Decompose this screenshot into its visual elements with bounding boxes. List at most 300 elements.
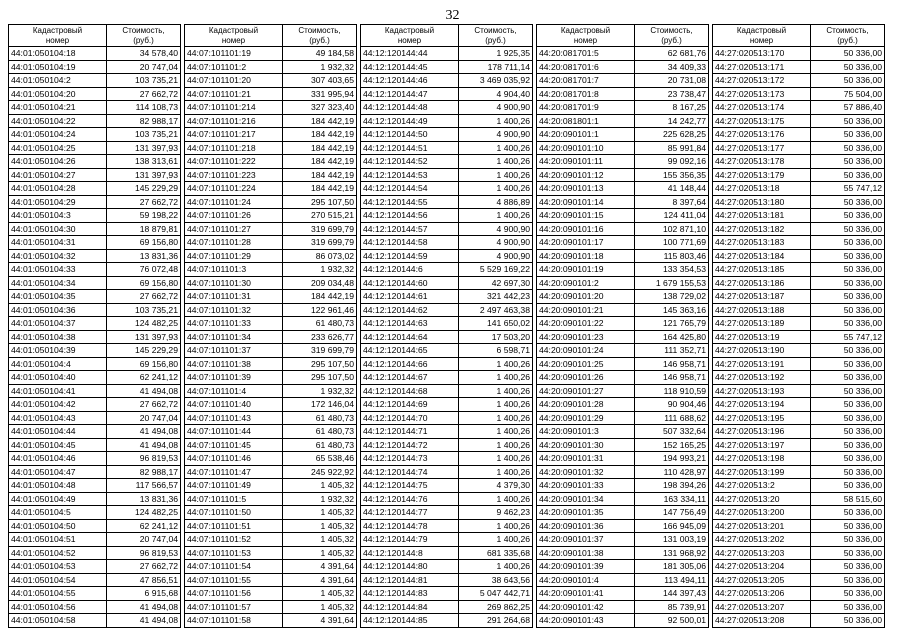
table-row: [537, 60, 709, 74]
cost-cell: 198 394,26: [635, 479, 709, 493]
table-row: [713, 492, 885, 506]
cost-cell: 1 400,26: [459, 398, 533, 412]
table-row: [185, 330, 357, 344]
cadastral-number-cell: 44:20:090101:22: [537, 317, 635, 331]
cadastral-number-cell: 44:20:090101:31: [537, 452, 635, 466]
table-row: [9, 101, 181, 115]
cadastral-number-cell: 44:20:081701:8: [537, 87, 635, 101]
cost-cell: 124 482,25: [107, 317, 181, 331]
cadastral-number-cell: 44:27:020513:197: [713, 438, 811, 452]
table-row: [9, 560, 181, 574]
cost-cell: 184 442,19: [283, 182, 357, 196]
cost-cell: 1 932,32: [283, 384, 357, 398]
table-row: [713, 519, 885, 533]
table-row: [537, 438, 709, 452]
cost-cell: 41 494,08: [107, 600, 181, 614]
cadastral-number-cell: 44:20:081701:9: [537, 101, 635, 115]
table-row: [713, 425, 885, 439]
cadastral-number-cell: 44:27:020513:201: [713, 519, 811, 533]
cost-cell: 115 803,46: [635, 249, 709, 263]
table-row: [713, 209, 885, 223]
cadastral-number-cell: 44:07:101101:40: [185, 398, 283, 412]
cadastral-number-cell: 44:27:020513:178: [713, 155, 811, 169]
cadastral-number-cell: 44:27:020513:170: [713, 47, 811, 61]
cost-cell: 225 628,25: [635, 128, 709, 142]
cost-cell: 20 747,04: [107, 60, 181, 74]
column-header-cadastral-number: Кадастровый номер: [185, 25, 283, 47]
table-row: [185, 114, 357, 128]
table-row: [537, 398, 709, 412]
cost-cell: 145 229,29: [107, 344, 181, 358]
cost-cell: 118 910,59: [635, 384, 709, 398]
cost-cell: 50 336,00: [811, 290, 885, 304]
table-row: [361, 600, 533, 614]
cost-cell: 50 336,00: [811, 344, 885, 358]
table-row: [537, 452, 709, 466]
table-row: [185, 398, 357, 412]
cadastral-number-cell: 44:27:020513:182: [713, 222, 811, 236]
cost-cell: 27 662,72: [107, 560, 181, 574]
table-row: [9, 357, 181, 371]
cadastral-number-cell: 44:01:050104:53: [9, 560, 107, 574]
cadastral-number-cell: 44:12:120144:45: [361, 60, 459, 74]
cadastral-number-cell: 44:20:090101:16: [537, 222, 635, 236]
table-row: [9, 506, 181, 520]
table-row: [9, 60, 181, 74]
table-row: [9, 519, 181, 533]
cadastral-number-cell: 44:01:050104:24: [9, 128, 107, 142]
cost-cell: 50 336,00: [811, 506, 885, 520]
cost-cell: 131 003,19: [635, 533, 709, 547]
cadastral-number-cell: 44:01:050104:27: [9, 168, 107, 182]
cadastral-number-cell: 44:27:020513:183: [713, 236, 811, 250]
cadastral-number-cell: 44:07:101101:218: [185, 141, 283, 155]
table-row: [713, 371, 885, 385]
table-row: [185, 303, 357, 317]
cost-cell: 103 735,21: [107, 128, 181, 142]
table-row: [361, 114, 533, 128]
table-row: [185, 573, 357, 587]
cost-cell: 319 699,79: [283, 344, 357, 358]
cost-cell: 111 688,62: [635, 411, 709, 425]
cost-cell: 184 442,19: [283, 168, 357, 182]
table-row: [185, 74, 357, 88]
cost-cell: 4 379,30: [459, 479, 533, 493]
cost-cell: 57 886,40: [811, 101, 885, 115]
cadastral-number-cell: 44:20:090101:28: [537, 398, 635, 412]
cadastral-number-cell: 44:27:020513:175: [713, 114, 811, 128]
cost-cell: 110 428,97: [635, 465, 709, 479]
cadastral-number-cell: 44:12:120144:56: [361, 209, 459, 223]
cost-cell: 295 107,50: [283, 371, 357, 385]
cadastral-number-cell: 44:01:050104:46: [9, 452, 107, 466]
cost-cell: 20 747,04: [107, 411, 181, 425]
table-row: [361, 303, 533, 317]
cost-cell: 50 336,00: [811, 128, 885, 142]
table-row: [713, 587, 885, 601]
cost-cell: 27 662,72: [107, 398, 181, 412]
cadastral-number-cell: 44:01:050104:2: [9, 74, 107, 88]
cadastral-number-cell: 44:27:020513:172: [713, 74, 811, 88]
table-row: [9, 276, 181, 290]
table-row: [537, 587, 709, 601]
cadastral-number-cell: 44:01:050104:19: [9, 60, 107, 74]
cadastral-number-cell: 44:20:090101:32: [537, 465, 635, 479]
table-row: [185, 438, 357, 452]
cost-cell: 319 699,79: [283, 236, 357, 250]
table-row: [713, 614, 885, 628]
table-row: [9, 533, 181, 547]
cost-cell: 58 515,60: [811, 492, 885, 506]
table-row: [361, 209, 533, 223]
cadastral-number-cell: 44:27:020513:203: [713, 546, 811, 560]
table-row: [537, 492, 709, 506]
table-row: [185, 236, 357, 250]
cost-cell: 1 405,32: [283, 600, 357, 614]
cost-cell: 50 336,00: [811, 411, 885, 425]
cost-cell: 4 900,90: [459, 101, 533, 115]
cost-cell: 1 400,26: [459, 371, 533, 385]
cost-cell: 1 400,26: [459, 425, 533, 439]
table-body: [361, 47, 533, 628]
cost-cell: 50 336,00: [811, 74, 885, 88]
table-row: [361, 438, 533, 452]
table-row: [9, 87, 181, 101]
cadastral-number-cell: 44:07:101101:50: [185, 506, 283, 520]
cadastral-number-cell: 44:12:120144:53: [361, 168, 459, 182]
table-row: [713, 101, 885, 115]
cadastral-number-cell: 44:07:101101:21: [185, 87, 283, 101]
table-row: [9, 371, 181, 385]
table-row: [713, 249, 885, 263]
cadastral-table-1: [8, 24, 181, 628]
cadastral-number-cell: 44:20:090101:43: [537, 614, 635, 628]
cadastral-number-cell: 44:01:050104:49: [9, 492, 107, 506]
cost-cell: 245 922,92: [283, 465, 357, 479]
cost-cell: 4 391,64: [283, 573, 357, 587]
cost-cell: 59 198,22: [107, 209, 181, 223]
table-row: [361, 330, 533, 344]
cadastral-number-cell: 44:07:101101:24: [185, 195, 283, 209]
table-row: [713, 168, 885, 182]
cadastral-number-cell: 44:12:120144:75: [361, 479, 459, 493]
table-row: [9, 182, 181, 196]
column-header-cadastral-number: Кадастровый номер: [9, 25, 107, 47]
table-row: [537, 303, 709, 317]
cost-cell: 4 900,90: [459, 222, 533, 236]
cost-cell: 1 400,26: [459, 182, 533, 196]
cadastral-number-cell: 44:12:120144:59: [361, 249, 459, 263]
cost-cell: 38 643,56: [459, 573, 533, 587]
table-row: [713, 330, 885, 344]
cost-cell: 270 515,21: [283, 209, 357, 223]
table-row: [361, 479, 533, 493]
cost-cell: 55 747,12: [811, 330, 885, 344]
cost-cell: 6 915,68: [107, 587, 181, 601]
table-row: [185, 519, 357, 533]
cost-cell: 6 598,71: [459, 344, 533, 358]
table-row: [361, 614, 533, 628]
cadastral-number-cell: 44:20:090101:30: [537, 438, 635, 452]
cost-cell: 1 405,32: [283, 587, 357, 601]
cadastral-number-cell: 44:01:050104:44: [9, 425, 107, 439]
table-row: [185, 425, 357, 439]
table-row: [537, 465, 709, 479]
cost-cell: 50 336,00: [811, 546, 885, 560]
cost-cell: 62 681,76: [635, 47, 709, 61]
table-row: [713, 398, 885, 412]
table-row: [361, 249, 533, 263]
table-row: [9, 479, 181, 493]
cadastral-number-cell: 44:27:020513:173: [713, 87, 811, 101]
page-number: 32: [445, 8, 460, 23]
cadastral-number-cell: 44:07:101101:30: [185, 276, 283, 290]
cadastral-number-cell: 44:01:050104:41: [9, 384, 107, 398]
table-row: [361, 384, 533, 398]
cadastral-number-cell: 44:12:120144:79: [361, 533, 459, 547]
table-row: [361, 344, 533, 358]
cadastral-number-cell: 44:20:090101:27: [537, 384, 635, 398]
cost-cell: 86 073,02: [283, 249, 357, 263]
table-row: [9, 411, 181, 425]
cost-cell: 172 146,04: [283, 398, 357, 412]
cost-cell: 1 405,32: [283, 519, 357, 533]
cadastral-number-cell: 44:12:120144:47: [361, 87, 459, 101]
cadastral-number-cell: 44:12:120144:84: [361, 600, 459, 614]
table-row: [9, 587, 181, 601]
cost-cell: 1 400,26: [459, 155, 533, 169]
cadastral-number-cell: 44:12:120144:74: [361, 465, 459, 479]
cadastral-number-cell: 44:12:120144:61: [361, 290, 459, 304]
cadastral-number-cell: 44:27:020513:202: [713, 533, 811, 547]
cost-cell: 1 405,32: [283, 533, 357, 547]
table-row: [185, 452, 357, 466]
cadastral-number-cell: 44:07:101101:53: [185, 546, 283, 560]
cadastral-number-cell: 44:12:120144:6: [361, 263, 459, 277]
cadastral-number-cell: 44:27:020513:195: [713, 411, 811, 425]
cadastral-number-cell: 44:01:050104:35: [9, 290, 107, 304]
cadastral-number-cell: 44:20:090101:26: [537, 371, 635, 385]
table-row: [361, 519, 533, 533]
cadastral-number-cell: 44:12:120144:77: [361, 506, 459, 520]
cost-cell: 117 566,57: [107, 479, 181, 493]
table-row: [713, 600, 885, 614]
cadastral-number-cell: 44:27:020513:199: [713, 465, 811, 479]
table-row: [713, 222, 885, 236]
cadastral-number-cell: 44:07:101101:38: [185, 357, 283, 371]
cadastral-number-cell: 44:07:101101:31: [185, 290, 283, 304]
cadastral-number-cell: 44:01:050104:51: [9, 533, 107, 547]
table-row: [713, 141, 885, 155]
cadastral-number-cell: 44:12:120144:85: [361, 614, 459, 628]
cadastral-number-cell: 44:07:101101:58: [185, 614, 283, 628]
cost-cell: 1 679 155,53: [635, 276, 709, 290]
column-header-cadastral-number: Кадастровый номер: [537, 25, 635, 47]
cost-cell: 50 336,00: [811, 114, 885, 128]
cadastral-number-cell: 44:20:090101:20: [537, 290, 635, 304]
cost-cell: 4 900,90: [459, 128, 533, 142]
cadastral-number-cell: 44:07:101101:45: [185, 438, 283, 452]
cadastral-number-cell: 44:12:120144:63: [361, 317, 459, 331]
table-row: [185, 168, 357, 182]
table-row: [537, 182, 709, 196]
cadastral-number-cell: 44:20:090101:35: [537, 506, 635, 520]
table-row: [537, 74, 709, 88]
cadastral-number-cell: 44:01:050104:31: [9, 236, 107, 250]
cost-cell: 1 932,32: [283, 263, 357, 277]
table-row: [185, 195, 357, 209]
table-row: [361, 587, 533, 601]
cost-cell: 681 335,68: [459, 546, 533, 560]
table-row: [361, 87, 533, 101]
cadastral-number-cell: 44:20:090101:17: [537, 236, 635, 250]
cadastral-number-cell: 44:12:120144:64: [361, 330, 459, 344]
table-row: [185, 222, 357, 236]
cost-cell: 1 405,32: [283, 546, 357, 560]
cost-cell: 23 738,47: [635, 87, 709, 101]
cadastral-number-cell: 44:07:101101:4: [185, 384, 283, 398]
cadastral-number-cell: 44:27:020513:187: [713, 290, 811, 304]
cadastral-number-cell: 44:07:101101:29: [185, 249, 283, 263]
table-row: [713, 533, 885, 547]
cost-cell: 184 442,19: [283, 141, 357, 155]
column-header-cost: Стоимость, (руб.): [283, 25, 357, 47]
cost-cell: 5 047 442,71: [459, 587, 533, 601]
cadastral-number-cell: 44:12:120144:44: [361, 47, 459, 61]
cadastral-number-cell: 44:01:050104:45: [9, 438, 107, 452]
table-row: [361, 317, 533, 331]
table-row: [537, 87, 709, 101]
table-row: [713, 236, 885, 250]
table-row: [361, 101, 533, 115]
cost-cell: 1 400,26: [459, 209, 533, 223]
cadastral-number-cell: 44:20:090101:10: [537, 141, 635, 155]
cost-cell: 184 442,19: [283, 114, 357, 128]
cadastral-number-cell: 44:20:090101:39: [537, 560, 635, 574]
cost-cell: 184 442,19: [283, 155, 357, 169]
cadastral-number-cell: 44:07:101101:44: [185, 425, 283, 439]
cadastral-number-cell: 44:07:101101:3: [185, 263, 283, 277]
table-row: [361, 492, 533, 506]
cadastral-number-cell: 44:20:090101:29: [537, 411, 635, 425]
cost-cell: 114 108,73: [107, 101, 181, 115]
table-row: [713, 74, 885, 88]
table-row: [361, 465, 533, 479]
table-row: [713, 411, 885, 425]
cost-cell: 4 886,89: [459, 195, 533, 209]
table-row: [185, 600, 357, 614]
cadastral-number-cell: 44:07:101101:46: [185, 452, 283, 466]
table-row: [185, 546, 357, 560]
cost-cell: 9 462,23: [459, 506, 533, 520]
table-row: [185, 155, 357, 169]
table-row: [713, 357, 885, 371]
cost-cell: 163 334,11: [635, 492, 709, 506]
cadastral-number-cell: 44:07:101101:28: [185, 236, 283, 250]
cost-cell: 55 747,12: [811, 182, 885, 196]
table-row: [713, 317, 885, 331]
table-row: [361, 128, 533, 142]
table-row: [9, 317, 181, 331]
cadastral-number-cell: 44:07:101101:5: [185, 492, 283, 506]
cadastral-number-cell: 44:01:050104:55: [9, 587, 107, 601]
cadastral-number-cell: 44:20:090101:13: [537, 182, 635, 196]
column-header-cadastral-number: Кадастровый номер: [361, 25, 459, 47]
cost-cell: 90 904,46: [635, 398, 709, 412]
cost-cell: 50 336,00: [811, 587, 885, 601]
cost-cell: 50 336,00: [811, 47, 885, 61]
table-row: [9, 398, 181, 412]
table-row: [713, 546, 885, 560]
cadastral-number-cell: 44:01:050104:58: [9, 614, 107, 628]
cadastral-number-cell: 44:20:090101:33: [537, 479, 635, 493]
table-row: [185, 60, 357, 74]
cost-cell: 50 336,00: [811, 249, 885, 263]
cost-cell: 50 336,00: [811, 465, 885, 479]
cadastral-number-cell: 44:27:020513:20: [713, 492, 811, 506]
cadastral-number-cell: 44:27:020513:176: [713, 128, 811, 142]
cadastral-number-cell: 44:12:120144:83: [361, 587, 459, 601]
cadastral-number-cell: 44:07:101101:34: [185, 330, 283, 344]
table-row: [361, 371, 533, 385]
cost-cell: 144 397,43: [635, 587, 709, 601]
cost-cell: 5 529 169,22: [459, 263, 533, 277]
cadastral-number-cell: 44:07:101101:43: [185, 411, 283, 425]
cost-cell: 3 469 035,92: [459, 74, 533, 88]
cadastral-number-cell: 44:07:101101:51: [185, 519, 283, 533]
cadastral-number-cell: 44:20:090101:34: [537, 492, 635, 506]
cost-cell: 147 756,49: [635, 506, 709, 520]
table-row: [9, 303, 181, 317]
cost-cell: 50 336,00: [811, 195, 885, 209]
table-row: [9, 344, 181, 358]
cost-cell: 146 958,71: [635, 357, 709, 371]
cadastral-number-cell: 44:20:081801:1: [537, 114, 635, 128]
cadastral-number-cell: 44:01:050104:48: [9, 479, 107, 493]
table-row: [361, 60, 533, 74]
table-row: [9, 47, 181, 61]
table-row: [361, 411, 533, 425]
cadastral-number-cell: 44:20:090101:21: [537, 303, 635, 317]
table-row: [537, 384, 709, 398]
table-row: [9, 452, 181, 466]
cadastral-number-cell: 44:01:050104:52: [9, 546, 107, 560]
table-row: [537, 411, 709, 425]
table-row: [9, 384, 181, 398]
table-row: [537, 573, 709, 587]
cadastral-number-cell: 44:07:101101:224: [185, 182, 283, 196]
cadastral-number-cell: 44:07:101101:19: [185, 47, 283, 61]
cost-cell: 233 626,77: [283, 330, 357, 344]
cadastral-number-cell: 44:01:050104:18: [9, 47, 107, 61]
cost-cell: 1 400,26: [459, 465, 533, 479]
table-row: [713, 438, 885, 452]
cadastral-number-cell: 44:07:101101:217: [185, 128, 283, 142]
cost-cell: 145 363,16: [635, 303, 709, 317]
table-row: [185, 317, 357, 331]
cadastral-number-cell: 44:07:101101:52: [185, 533, 283, 547]
cost-cell: 113 494,11: [635, 573, 709, 587]
cost-cell: 50 336,00: [811, 398, 885, 412]
cadastral-number-cell: 44:01:050104:25: [9, 141, 107, 155]
cadastral-number-cell: 44:27:020513:171: [713, 60, 811, 74]
cadastral-number-cell: 44:12:120144:50: [361, 128, 459, 142]
cadastral-number-cell: 44:12:120144:76: [361, 492, 459, 506]
cadastral-number-cell: 44:12:120144:60: [361, 276, 459, 290]
table-row: [361, 222, 533, 236]
table-row: [9, 209, 181, 223]
cadastral-number-cell: 44:12:120144:52: [361, 155, 459, 169]
